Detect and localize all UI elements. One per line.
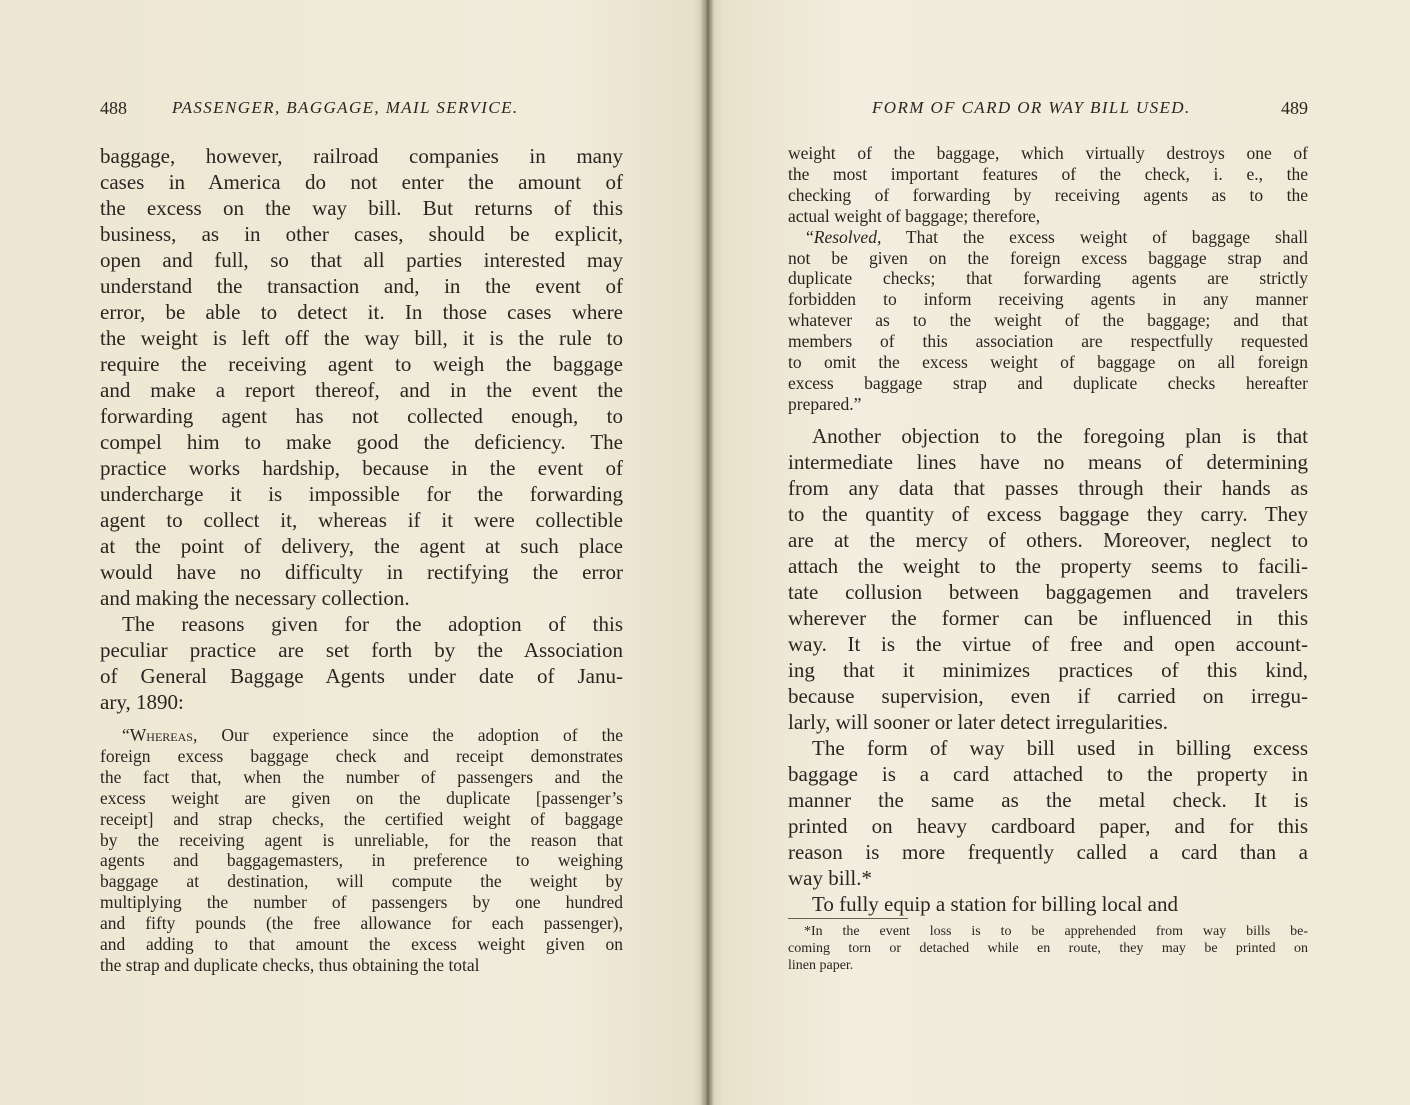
- text-line: larly, will sooner or later detect irregularities.: [788, 710, 1168, 734]
- text-line: coming torn or detached while en route, they may be printed on: [788, 941, 1308, 956]
- text-line: reason is more frequently called a card than a: [788, 840, 1308, 864]
- book-gutter: [700, 0, 714, 1105]
- text-line: excess weight are given on the duplicate [passenger’s: [100, 787, 623, 808]
- text-line: prepared.”: [788, 393, 862, 414]
- left-page: [100, 0, 623, 1105]
- text-line: the strap and duplicate checks, thus obtaining the total: [100, 954, 480, 975]
- text-line: *In the event loss is to be apprehended from way bills be-: [804, 924, 1308, 939]
- text-line: “Whereas, Our experience since the adoption of the: [122, 725, 623, 745]
- text-line: baggage is a card attached to the property in: [788, 762, 1308, 786]
- text-line: not be given on the foreign excess baggage strap and: [788, 247, 1308, 268]
- text-line: The form of way bill used in billing excess: [812, 736, 1308, 760]
- text-line: tate collusion between baggagemen and travelers: [788, 580, 1308, 604]
- text-line: from any data that passes through their hands as: [788, 476, 1308, 500]
- text-line: practice works hardship, because in the event of: [100, 456, 623, 480]
- text-line: are at the mercy of others. Moreover, neglect to: [788, 528, 1308, 552]
- text-line: at the point of delivery, the agent at such place: [100, 534, 623, 558]
- text-line: and fifty pounds (the free allowance for each passenger),: [100, 913, 623, 934]
- text-line: checking of forwarding by receiving agents as to the: [788, 184, 1308, 205]
- text-line: multiplying the number of passengers by one hundred: [100, 892, 623, 913]
- text-line: undercharge it is impossible for the forwarding: [100, 482, 623, 506]
- text-line: The reasons given for the adoption of this: [122, 612, 623, 636]
- text-line: actual weight of baggage; therefore,: [788, 205, 1041, 226]
- text-line: To fully equip a station for billing local and: [812, 892, 1178, 916]
- text-line: compel him to make good the deficiency. The: [100, 430, 623, 454]
- text-line: require the receiving agent to weigh the baggage: [100, 352, 623, 376]
- text-line: the most important features of the check, i. e., the: [788, 163, 1308, 184]
- text-line: way. It is the virtue of free and open account-: [788, 632, 1308, 656]
- footnote-rule: [788, 918, 908, 919]
- text-line: and make a report thereof, and in the event the: [100, 378, 623, 402]
- text-line: baggage at destination, will compute the weight by: [100, 871, 623, 892]
- right-page-header: [788, 98, 1308, 122]
- text-line: error, be able to detect it. In those cases where: [100, 300, 623, 324]
- text-line: printed on heavy cardboard paper, and for this: [788, 814, 1308, 838]
- text-line: understand the transaction and, in the event of: [100, 274, 623, 298]
- text-line: agents and baggagemasters, in preference to weighing: [100, 850, 623, 871]
- text-line: and making the necessary collection.: [100, 586, 410, 610]
- text-line: the fact that, when the number of passengers and the: [100, 766, 623, 787]
- text-line: cases in America do not enter the amount of: [100, 170, 623, 194]
- page-number: 489: [1281, 98, 1308, 118]
- text-line: “Resolved, That the excess weight of baggage shall: [806, 226, 1308, 247]
- text-line: wherever the former can be influenced in this: [788, 606, 1308, 630]
- text-line: whatever as to the weight of the baggage; and that: [788, 310, 1308, 331]
- text-line: forwarding agent has not collected enough, to: [100, 404, 623, 428]
- text-line: of General Baggage Agents under date of Janu-: [100, 664, 623, 688]
- left-page-header: [100, 98, 623, 122]
- text-line: duplicate checks; that forwarding agents are strictly: [788, 268, 1308, 289]
- text-line: foreign excess baggage check and receipt demonstrates: [100, 745, 623, 766]
- text-line: linen paper.: [788, 958, 854, 973]
- text-line: and adding to that amount the excess weight given on: [100, 934, 623, 954]
- running-title: FORM OF CARD OR WAY BILL USED.: [872, 98, 1191, 117]
- text-line: manner the same as the metal check. It is: [788, 788, 1308, 812]
- text-line: receipt] and strap checks, the certified weight of baggage: [100, 808, 623, 829]
- running-title: PASSENGER, BAGGAGE, MAIL SERVICE.: [172, 98, 519, 117]
- page-number: 488: [100, 98, 127, 118]
- text-line: attach the weight to the property seems to facili-: [788, 554, 1308, 578]
- text-line: would have no difficulty in rectifying the error: [100, 560, 623, 584]
- text-line: business, as in other cases, should be explicit,: [100, 222, 623, 246]
- text-line: weight of the baggage, which virtually destroys one of: [788, 143, 1308, 163]
- text-line: to omit the excess weight of baggage on all foreign: [788, 352, 1308, 372]
- text-line: the weight is left off the way bill, it is the rule to: [100, 326, 623, 350]
- right-page: [788, 0, 1308, 1105]
- text-line: ary, 1890:: [100, 690, 184, 714]
- text-line: excess baggage strap and duplicate checks hereafter: [788, 372, 1308, 393]
- text-line: by the receiving agent is unreliable, for the reason that: [100, 829, 623, 850]
- text-line: peculiar practice are set forth by the Association: [100, 638, 623, 662]
- text-line: members of this association are respectfully requested: [788, 331, 1308, 352]
- text-line: Another objection to the foregoing plan is that: [812, 424, 1308, 448]
- text-line: the excess on the way bill. But returns of this: [100, 196, 623, 220]
- text-line: baggage, however, railroad companies in many: [100, 144, 623, 168]
- text-line: agent to collect it, whereas if it were collectible: [100, 508, 623, 532]
- text-line: to the quantity of excess baggage they carry. They: [788, 502, 1308, 526]
- text-line: open and full, so that all parties interested may: [100, 248, 623, 272]
- text-line: forbidden to inform receiving agents in any manner: [788, 289, 1308, 310]
- text-line: way bill.*: [788, 866, 872, 890]
- text-line: intermediate lines have no means of determining: [788, 450, 1308, 474]
- text-line: because supervision, even if carried on irregu-: [788, 684, 1308, 708]
- text-line: ing that it minimizes practices of this kind,: [788, 658, 1308, 682]
